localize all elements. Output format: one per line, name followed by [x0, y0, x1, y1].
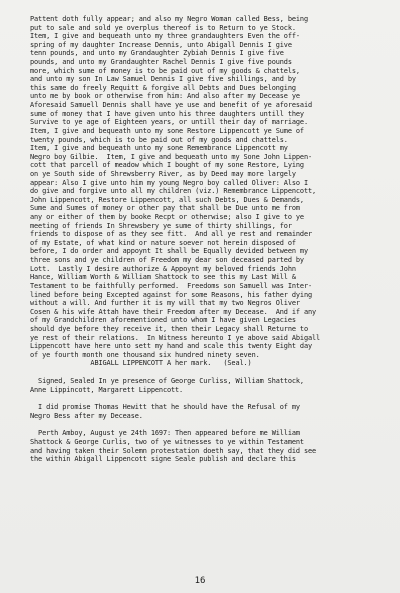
text-line: sume of money that I have given unto his three daughters untill they — [30, 109, 304, 118]
text-line: Lippencott have here unto sett my hand and scale this twenty Eight day — [30, 342, 312, 351]
text-line: three sons and ye children of Freedom my dear son deceased parted by — [30, 256, 304, 265]
text-line: pounds, and unto my Grandaughter Rachel Dennis I give five pounds — [30, 58, 292, 67]
text-line: this same do freely Requitt & forgive all Debts and Dues belonging — [30, 83, 296, 92]
text-line: ABIGALL LIPPENCOTT A her mark. (Seal.) — [30, 359, 252, 368]
text-line: Shattock & George Curlis, two of ye witnesses to ye within Testament — [30, 438, 304, 447]
text-line: without a will. And further it is my will that my two Negros Oliver — [30, 299, 300, 308]
text-line: cott that parcell of meadow which I bought of my sone Restore, Lying — [30, 161, 304, 170]
text-line: tenn pounds, and unto my Grandaughter Zybiah Dennis I give five — [30, 49, 284, 58]
paragraph — [30, 15, 390, 368]
text-line: twenty pounds, which is to be paid out of my goods and chattels. — [30, 135, 288, 144]
text-line: Lott. Lastly I desire authorize & Appoynt my beloved friends John — [30, 264, 296, 273]
paragraph — [30, 377, 390, 394]
text-line: Item, I give and bequeath unto my sone Remembrance Lippencott my — [30, 144, 288, 153]
text-line: Hance, William Worth & William Shattock to see this my Last Will & — [30, 273, 296, 282]
text-line: and having taken their Solemn protestation doeth say, that they did see — [30, 446, 317, 455]
paragraph-gap — [30, 420, 390, 429]
text-line: Cosen & his wife Attah have their Freedom after my Decease. And if any — [30, 307, 317, 316]
text-line: Negro boy Gilbie. Item, I give and bequeath unto my Sone John Lippen- — [30, 152, 312, 161]
text-line: unto me by book or otherwise from him: And also after my Decease ye — [30, 92, 300, 101]
text-line: Anne Lippincott, Margarett Lippencott. — [30, 385, 184, 394]
text-line: of ye fourth month one thousand six hundred ninety seven. — [30, 350, 260, 359]
paragraph — [30, 429, 390, 463]
text-line: before, I do order and appoynt It shall be Equally devided between my — [30, 247, 308, 256]
text-line: Negro Bess after my Decease. — [30, 411, 143, 420]
text-line: lined before being Excepted against for some Reasons, his father dying — [30, 290, 312, 299]
text-line: more, which sume of money is to be paid out of my goods & chattels, — [30, 66, 300, 75]
text-line: meeting of friends In Shrewsbery ye sume of thirty shillings, for — [30, 221, 292, 230]
text-line: put to sale and sold ye overplus thereof is to Return to ye Stock. — [30, 23, 296, 32]
text-line: do give and forgive unto all my children (viz.) Remembrance Lippencott, — [30, 187, 317, 196]
text-line: Aforesaid Samuell Dennis shall have ye use and benefit of ye aforesaid — [30, 101, 312, 110]
text-line: Item, I give and bequeath unto my three grandaughters Even the off- — [30, 32, 300, 41]
text-line: I did promise Thomas Hewitt that he should have the Refusal of my — [30, 403, 300, 412]
text-line: ye rest of their relations. In Witness hereunto I ye above said Abigall — [30, 333, 321, 342]
document-body — [30, 15, 390, 464]
text-line: any or either of them by booke Recpt or otherwise; also I give to ye — [30, 213, 304, 222]
paragraph-gap — [30, 394, 390, 403]
text-line: on ye South side of Shrewsberry River, as by Deed may more largely — [30, 169, 296, 178]
page-number: 16 — [194, 576, 206, 586]
text-line: Signed, Sealed In ye presence of George Curliss, William Shattock, — [30, 376, 304, 385]
text-line: Sume and Sumes of money or other pay that shall be Due unto me from — [30, 204, 300, 213]
text-line: friends to dispose of as they see fitt. And all ye rest and remainder — [30, 230, 312, 239]
text-line: the within Abigall Lippencott signe Seale publish and declare this — [30, 455, 296, 464]
text-line: Testament to be faithfully performed. Freedoms son Samuell was Inter- — [30, 281, 312, 290]
text-line: Pattent doth fully appear; and also my Negro Woman called Bess, being — [30, 15, 308, 23]
text-line: Survive to ye age of Eighteen years, or untill their day of marriage. — [30, 118, 308, 127]
text-line: Perth Amboy, August ye 24th 1697: Then appeared before me William — [30, 429, 300, 438]
text-line: and unto my son In Law Samuel Dennis I give five shillings, and by — [30, 75, 296, 84]
text-line: of my Estate, of what kind or nature soever not herein disposed of — [30, 238, 296, 247]
text-line: spring of my daughter Increase Dennis, unto Abigall Dennis I give — [30, 40, 292, 49]
text-line: appear: Also I give unto him my young Negro boy called Oliver: Also I — [30, 178, 308, 187]
text-line: John Lippencott, Restore Lippencott, all such Debts, Dues & Demands, — [30, 195, 304, 204]
text-line: of my Grandchildren aforementioned unto whom I have given Legacies — [30, 316, 296, 325]
text-line: should dye before they receive it, then their Legacy shall Returne to — [30, 324, 308, 333]
text-line: Item, I give and bequeath unto my sone Restore Lippencott ye Sume of — [30, 126, 304, 135]
paragraph — [30, 403, 390, 420]
paragraph-gap — [30, 368, 390, 377]
